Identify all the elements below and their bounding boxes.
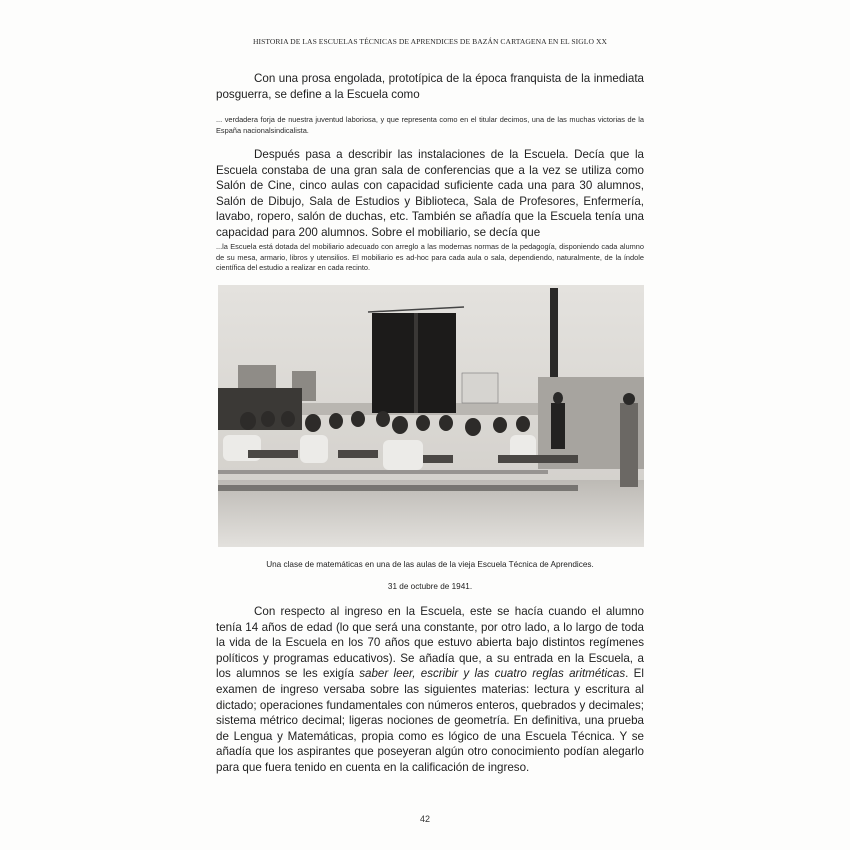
paragraph-instalaciones-text: Después pasa a describir las instalaciones de la Escuela. Decía que la Escuela constaba de una gran sala de conferencias que a la vez se utiliza como Salón de Cine, cinco aulas con capacidad suficiente cada una para 30 alumnos, Salón de Dibujo, Sala de Estudios y Biblioteca, Sala de Profesores, Enfermería, lavabo, ropero, salón de duchas, etc. También se añadía que la Escuela tenía una capacidad para 200 alumnos. Sobre el mobiliario, se decía que [216, 148, 644, 239]
pillar [550, 288, 558, 388]
paragraph-intro [216, 71, 644, 102]
running-head: HISTORIA DE LAS ESCUELAS TÉCNICAS DE APRENDICES DE BAZÁN CARTAGENA EN EL SIGLO XX [252, 37, 608, 46]
paragraph-instalaciones [216, 147, 644, 241]
page-number: 42 [419, 814, 430, 824]
classroom-photo [218, 285, 644, 547]
photo-caption: Una clase de matemáticas en una de las aulas de la vieja Escuela Técnica de Aprendices. [266, 560, 594, 569]
quote-mobiliario: ...la Escuela está dotada del mobiliario adecuado con arreglo a las modernas normas de la pedagogía, disponiendo cada alumno de su mesa, armario, libros y utensilios. El mobiliario es ad-hoc para cada aula o sala, dependiendo, naturalmente, de la índole científica del estudio a realizar en cada recinto. [216, 242, 644, 273]
wall-map [238, 365, 276, 389]
standing-student [620, 403, 638, 487]
paragraph-intro-text: Con una prosa engolada, prototípica de la época franquista de la inmediata posguerra, se define a la Escuela como [216, 72, 644, 101]
paragraph-ingreso-italic: saber leer, escribir y las cuatro reglas aritméticas [359, 667, 626, 681]
paragraph-ingreso-text-1: Con respecto al ingreso en la Escuela, este se hacía cuando el alumno tenía 14 años de edad (lo que será una constante, por otro lado, a lo largo de toda la vida de la Escuela en los 70 años que estuvo abierta bajo distintos regímenes políticos y programas educativos). Se añadía que, a su entrada en la Escuela, a los alumnos se les exigía [216, 605, 644, 681]
paragraph-ingreso-text-2: . El examen de ingreso versaba sobre las siguientes materias: lectura y escritura al dictado; operaciones fundamentales con números enteros, quebrados y decimales; sistema métrico decimal; ligeras nociones de geometría. En definitiva, una prueba de Lengua y Matemáticas, propia como es lógico de una Escuela Técnica. Y se añadía que los aspirantes que poseyeran algún otro conocimiento podían alegarlo para que fuera tenido en cuenta en la calificación de ingreso. [216, 667, 644, 774]
wall-chart [462, 373, 498, 403]
photo-date: 31 de octubre de 1941. [387, 582, 473, 591]
classroom-photo-illustration [218, 285, 644, 547]
teacher [551, 403, 565, 449]
quote-forja: ... verdadera forja de nuestra juventud laboriosa, y que representa como en el titular decimos, una de las muchas victorias de la España nacionalsindicalista. [216, 115, 644, 135]
paragraph-ingreso [216, 604, 644, 776]
